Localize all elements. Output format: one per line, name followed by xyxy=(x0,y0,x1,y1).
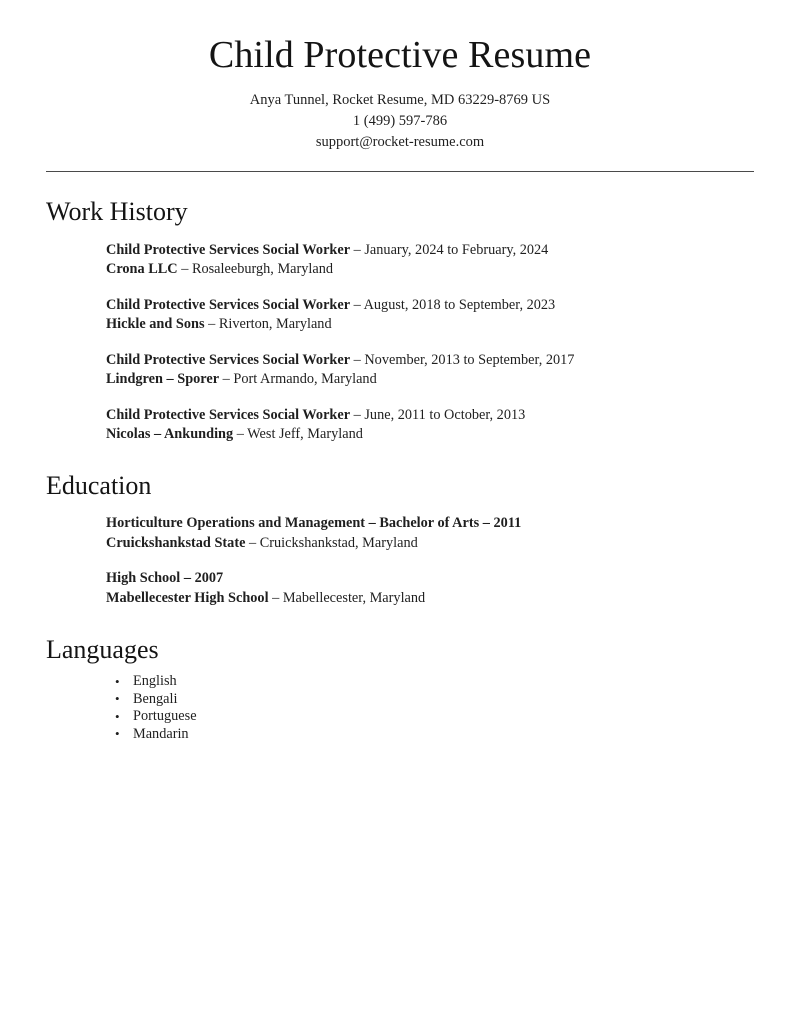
list-item: • Bengali xyxy=(113,691,754,709)
work-entry-dates: – November, 2013 to September, 2017 xyxy=(350,351,575,368)
section-heading-work-history: Work History xyxy=(46,196,188,226)
education-entry-school-line xyxy=(106,589,754,609)
work-entry-role: Child Protective Services Social Worker xyxy=(106,241,351,258)
education-entry-school-line xyxy=(106,534,754,554)
work-entry-dates: – January, 2024 to February, 2024 xyxy=(350,241,549,258)
education-entries xyxy=(46,514,754,608)
work-history-entries xyxy=(46,241,754,445)
work-entry-employer-line xyxy=(106,260,754,280)
list-item: • Mandarin xyxy=(113,726,754,744)
education-entry xyxy=(106,569,754,608)
header-divider xyxy=(46,171,754,172)
education-entry-school: Mabellecester High School xyxy=(106,589,269,606)
work-entry-employer-line xyxy=(106,315,754,335)
work-entry-employer-line xyxy=(106,370,754,390)
work-entry-title-line xyxy=(106,351,754,371)
work-entry-title-line xyxy=(106,241,754,261)
work-entry xyxy=(106,241,754,280)
languages-list xyxy=(106,673,754,743)
work-entry-location: – Port Armando, Maryland xyxy=(219,371,377,388)
education-entry xyxy=(106,514,754,553)
education-entry-program: High School – 2007 xyxy=(106,570,224,587)
education-entry-program-line xyxy=(106,514,754,534)
work-entry-employer-line xyxy=(106,425,754,445)
work-entry-employer: Hickle and Sons xyxy=(106,316,205,333)
resume-header xyxy=(0,0,800,153)
work-entry-dates: – August, 2018 to September, 2023 xyxy=(350,296,556,313)
work-entry-role: Child Protective Services Social Worker xyxy=(106,406,351,423)
work-entry-employer: Nicolas – Ankunding xyxy=(106,426,234,443)
section-education xyxy=(46,470,754,608)
work-entry-role: Child Protective Services Social Worker xyxy=(106,351,351,368)
work-entry-location: – Rosaleeburgh, Maryland xyxy=(177,261,334,278)
work-entry xyxy=(106,351,754,390)
education-entry-school: Cruickshankstad State xyxy=(106,534,246,551)
work-entry-dates: – June, 2011 to October, 2013 xyxy=(350,406,526,423)
education-entry-program-line xyxy=(106,569,754,589)
work-entry-location: – Riverton, Maryland xyxy=(204,316,332,333)
work-entry-title-line xyxy=(106,406,754,426)
contact-phone: 1 (499) 597-786 xyxy=(352,112,448,129)
section-heading-education: Education xyxy=(46,470,152,500)
contact-address: Anya Tunnel, Rocket Resume, MD 63229-8769 US xyxy=(249,91,551,108)
work-entry-role: Child Protective Services Social Worker xyxy=(106,296,351,313)
section-languages xyxy=(46,634,754,743)
contact-email: support@rocket-resume.com xyxy=(315,133,485,150)
work-entry xyxy=(106,296,754,335)
languages-list-wrap xyxy=(46,673,754,743)
education-entry-program: Horticulture Operations and Management – Bachelor of Arts – 2011 xyxy=(106,515,522,532)
section-heading-languages: Languages xyxy=(46,635,159,665)
education-entry-location: – Mabellecester, Maryland xyxy=(268,589,426,606)
page-title: Child Protective Resume xyxy=(208,34,592,76)
work-entry-title-line xyxy=(106,296,754,316)
work-entry-employer: Lindgren – Sporer xyxy=(106,371,220,388)
work-entry-location: – West Jeff, Maryland xyxy=(233,426,363,443)
list-item: • Portuguese xyxy=(113,708,754,726)
resume-content xyxy=(0,196,800,744)
work-entry-employer: Crona LLC xyxy=(106,261,178,278)
list-item: • English xyxy=(113,673,754,691)
work-entry xyxy=(106,406,754,445)
education-entry-location: – Cruickshankstad, Maryland xyxy=(245,534,418,551)
section-work-history xyxy=(46,196,754,445)
